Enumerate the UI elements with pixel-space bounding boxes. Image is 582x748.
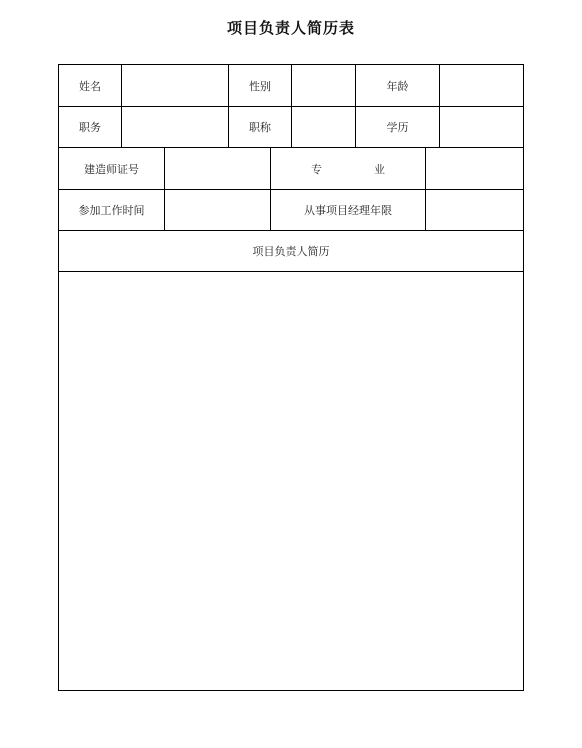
major-label-part2: 业 [374, 162, 385, 176]
major-label [271, 148, 426, 189]
gender-field[interactable] [292, 65, 356, 106]
page-title: 项目负责人简历表 [226, 19, 355, 37]
name-label: 姓名 [59, 65, 122, 106]
major-label-part1: 专 [311, 162, 322, 176]
resume-body-field[interactable] [59, 272, 523, 690]
age-label: 年龄 [356, 65, 440, 106]
certificate-number-label: 建造师证号 [59, 148, 165, 189]
professional-title-field[interactable] [292, 107, 356, 147]
table-row [59, 148, 523, 190]
education-label: 学历 [356, 107, 440, 147]
gender-label: 性别 [229, 65, 292, 106]
work-start-label: 参加工作时间 [59, 190, 165, 230]
pm-years-field[interactable] [426, 190, 524, 230]
position-label: 职务 [59, 107, 122, 147]
name-field[interactable] [122, 65, 229, 106]
pm-years-label: 从事项目经理年限 [271, 190, 426, 230]
table-row [59, 65, 523, 107]
table-row [59, 107, 523, 148]
education-field[interactable] [440, 107, 524, 147]
certificate-number-field[interactable] [165, 148, 271, 189]
resume-heading: 项目负责人简历 [252, 245, 330, 258]
position-field[interactable] [122, 107, 229, 147]
professional-title-label: 职称 [229, 107, 292, 147]
age-field[interactable] [440, 65, 524, 106]
major-field[interactable] [426, 148, 524, 189]
resume-form-table [58, 64, 524, 691]
table-row [59, 231, 523, 272]
table-row [59, 190, 523, 231]
work-start-field[interactable] [165, 190, 271, 230]
